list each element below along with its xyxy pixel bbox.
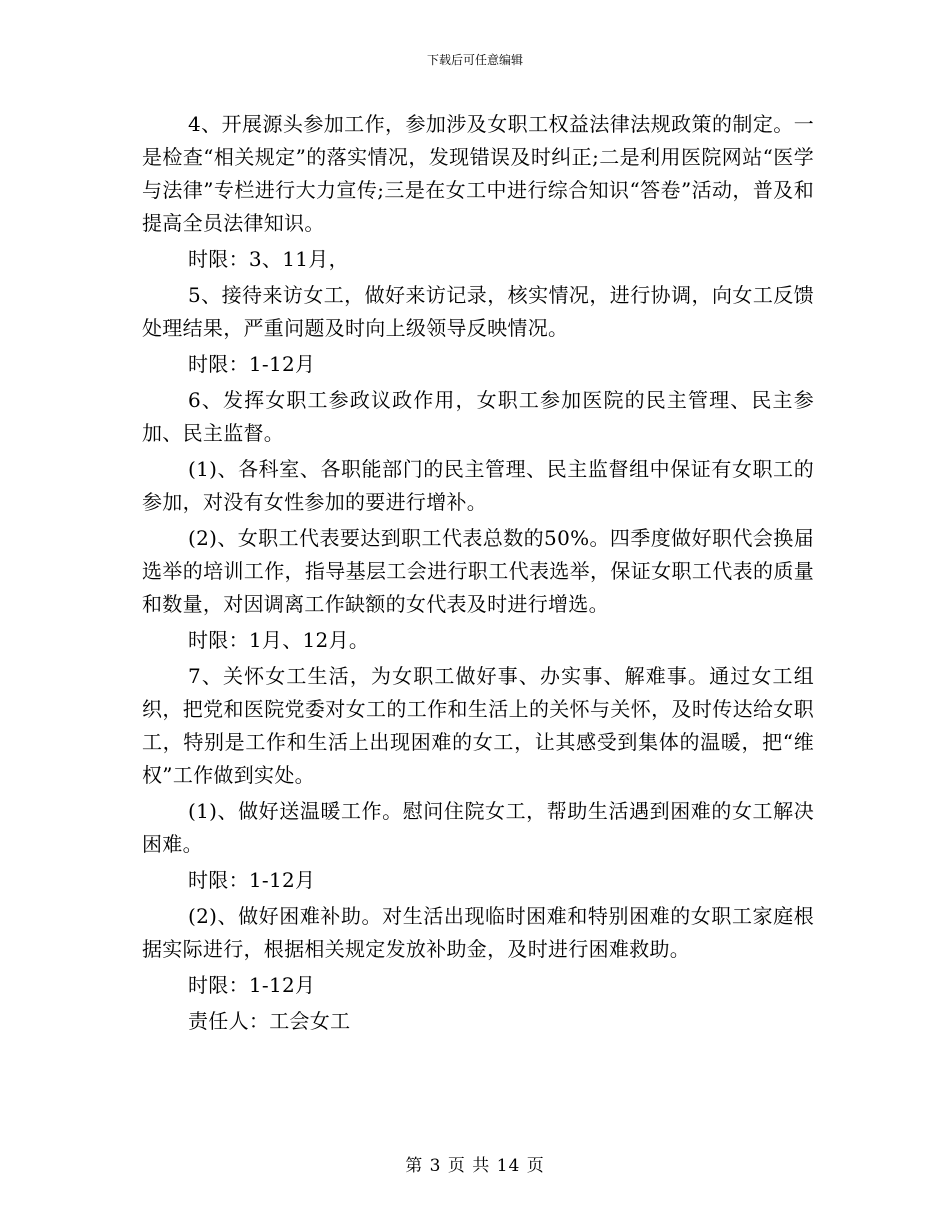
paragraph: 7、关怀女工生活，为女职工做好事、办实事、解难事。通过女工组织，把党和医院党委对女工的工作和生活上的关怀与关怀，及时传达给女职工，特别是工作和生活上出现困难的女工，让其感受到集体的温暖，把“维权”工作做到实处。 (142, 664, 814, 787)
paragraph: (1)、做好送温暖工作。慰问住院女工，帮助生活遇到困难的女工解决困难。 (142, 799, 814, 856)
page-number-footer: 第 3 页 共 14 页 (405, 1156, 545, 1176)
paragraph: (2)、女职工代表要达到职工代表总数的50%。四季度做好职代会换届选举的培训工作，指导基层工会进行职工代表选举，保证女职工代表的质量和数量，对因调离工作缺额的女代表及时进行增选。 (142, 526, 814, 616)
paragraph: 6、发挥女职工参政议政作用，女职工参加医院的民主管理、民主参加、民主监督。 (142, 388, 814, 445)
paragraph: 4、开展源头参加工作，参加涉及女职工权益法律法规政策的制定。一是检查“相关规定”的落实情况，发现错误及时纠正;二是利用医院网站“医学与法律”专栏进行大力宣传;三是在女工中进行综合知识“答卷”活动，普及和提高全员法律知识。 (142, 112, 814, 235)
paragraph: (1)、各科室、各职能部门的民主管理、民主监督组中保证有女职工的参加，对没有女性参加的要进行增补。 (142, 457, 814, 514)
paragraph: 时限：3、11月， (188, 247, 349, 271)
document-body (142, 108, 814, 1041)
paragraph: 时限：1-12月 (188, 973, 316, 997)
paragraph: 5、接待来访女工，做好来访记录，核实情况，进行协调，向女工反馈处理结果，严重问题及时向上级领导反映情况。 (142, 283, 814, 340)
paragraph: 责任人：工会女工 (188, 1009, 351, 1033)
paragraph: 时限：1月、12月。 (188, 628, 370, 652)
page-header: 下载后可任意编辑 (426, 53, 523, 67)
paragraph: (2)、做好困难补助。对生活出现临时困难和特别困难的女职工家庭根据实际进行，根据相关规定发放补助金，及时进行困难救助。 (142, 904, 814, 961)
paragraph: 时限：1-12月 (188, 352, 316, 376)
paragraph: 时限：1-12月 (188, 868, 316, 892)
